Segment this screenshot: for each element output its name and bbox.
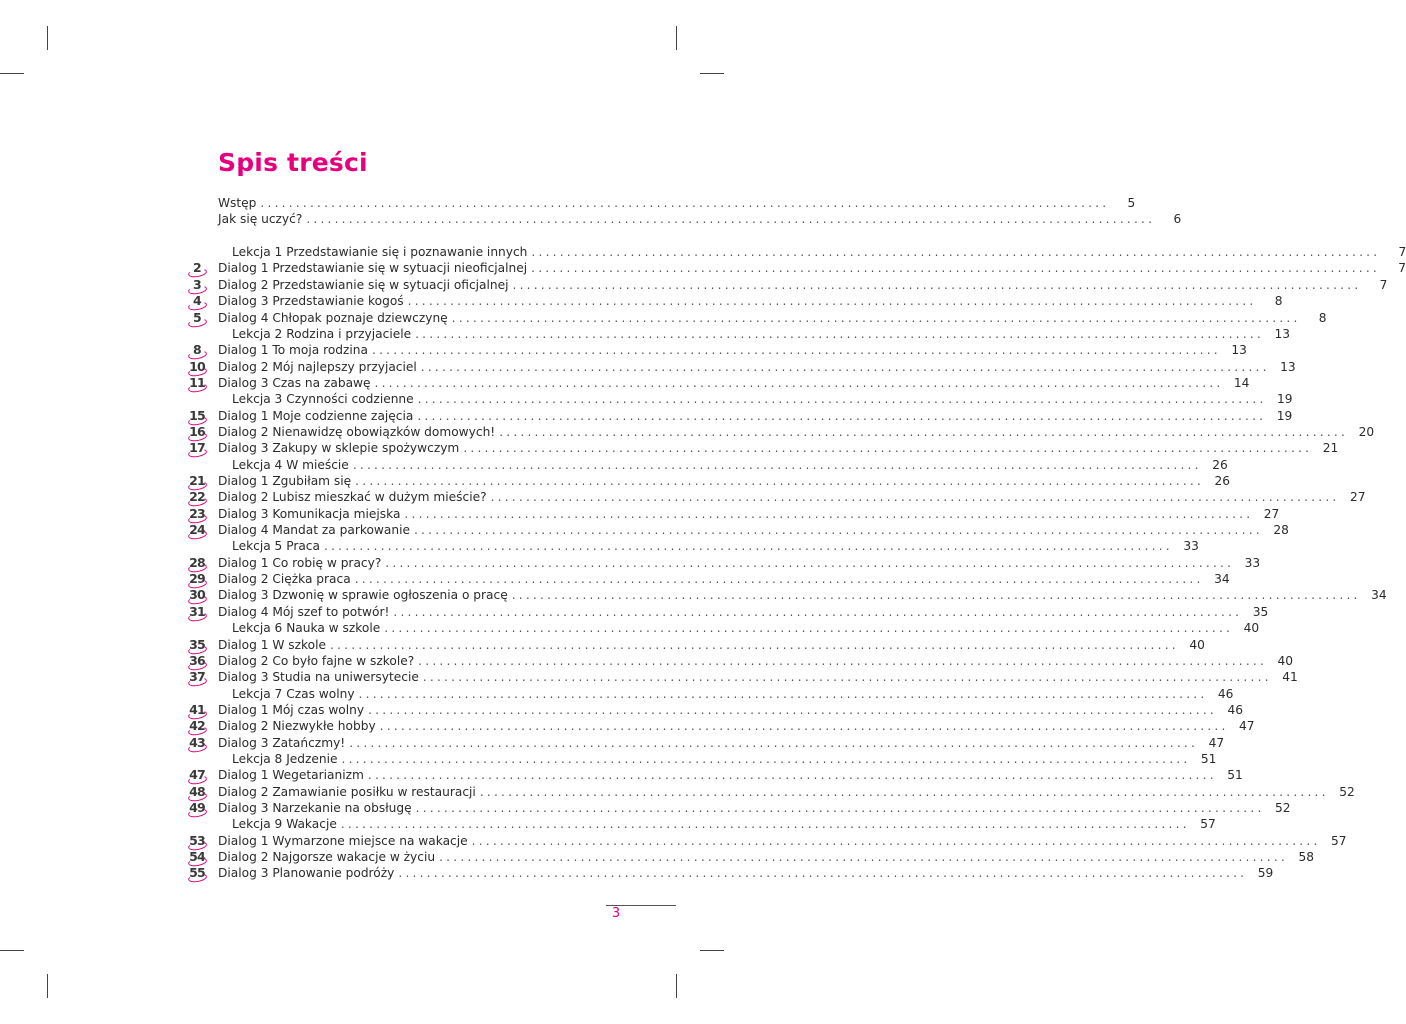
- toc-leader-dots: ........................................................................................................................: [340, 817, 1190, 832]
- toc-entry-page: 52: [1275, 801, 1291, 815]
- toc-entry-title: Dialog 2 Lubisz mieszkać w dużym mieście?: [218, 490, 487, 505]
- toc-leader-dots: ........................................................................................................................: [413, 523, 1263, 537]
- toc-entry-page: 13: [1280, 359, 1296, 374]
- audio-track-icon: 22: [189, 489, 205, 505]
- toc-leader-dots: ........................................................................................................................: [374, 375, 1224, 390]
- toc-entry-title: Dialog 4 Mandat za parkowanie: [218, 523, 410, 537]
- toc-entry-page: 13: [1231, 343, 1247, 358]
- toc-entry-title: Lekcja 2 Rodzina i przyjaciele: [232, 326, 412, 341]
- audio-track-icon: 53: [189, 832, 205, 848]
- toc-entry-page: 20: [1358, 424, 1375, 439]
- toc-entry: [218, 408, 1293, 424]
- toc-entry-page: 26: [1212, 457, 1228, 472]
- toc-entry-title: Dialog 3 Planowanie podróży: [218, 866, 395, 881]
- toc-leader-dots: ........................................................................................................................: [407, 294, 1257, 309]
- toc-leader-dots: ........................................................................................................................: [355, 474, 1205, 488]
- toc-entry: [218, 702, 1243, 718]
- toc-entry-page: 19: [1277, 392, 1293, 407]
- toc-leader-dots: ........................................................................................................................: [471, 833, 1321, 848]
- toc-leader-dots: ........................................................................................................................: [422, 670, 1272, 685]
- toc-entry: [218, 751, 1217, 767]
- toc-entry-title: Dialog 3 Zakupy w sklepie spożywczym: [218, 441, 460, 456]
- toc-entry: [218, 457, 1228, 473]
- audio-track-icon: 35: [189, 636, 205, 652]
- toc-entry-title: Wstęp: [218, 196, 257, 210]
- toc-entry: [218, 440, 1339, 456]
- audio-track-icon: 55: [189, 865, 205, 881]
- audio-track-icon: 42: [189, 718, 205, 734]
- toc-leader-dots: ........................................................................................................................: [417, 408, 1267, 423]
- toc-entry-page: 7: [1379, 277, 1388, 292]
- toc-leader-dots: ........................................................................................................................: [358, 686, 1208, 701]
- toc-entry-page: 33: [1183, 539, 1199, 554]
- toc-entry-title: Dialog 2 Najgorsze wakacje w życiu: [218, 850, 436, 864]
- toc-entry: [218, 473, 1231, 489]
- toc-entry-title: Jak się uczyć?: [218, 212, 303, 227]
- audio-track-icon: 16: [189, 423, 205, 439]
- toc-leader-dots: ........................................................................................................................: [260, 196, 1110, 210]
- toc-leader-dots: ........................................................................................................................: [463, 441, 1313, 456]
- audio-track-icon: 37: [189, 669, 205, 685]
- toc-entry-title: Dialog 1 Przedstawianie się w sytuacji nieoficjalnej: [218, 261, 528, 276]
- toc-entry: [218, 489, 1366, 505]
- toc-entry-page: 52: [1339, 784, 1355, 799]
- toc-leader-dots: ........................................................................................................................: [490, 490, 1340, 505]
- audio-track-icon: 29: [189, 571, 205, 586]
- toc-entry-title: Dialog 2 Mój najlepszy przyjaciel: [218, 359, 417, 374]
- toc-entry-title: Lekcja 7 Czas wolny: [232, 686, 355, 701]
- toc-entry: [218, 686, 1234, 702]
- audio-track-icon: 30: [189, 587, 205, 603]
- toc-entry: [218, 424, 1375, 440]
- toc-entry-page: 7: [1398, 245, 1406, 260]
- toc-entry-title: Lekcja 1 Przedstawianie się i poznawanie innych: [232, 245, 528, 260]
- toc-entry-title: Lekcja 9 Wakacje: [232, 817, 337, 832]
- toc-entry-page: 13: [1274, 326, 1290, 341]
- toc-entry-title: Dialog 1 Wegetarianizm: [218, 768, 364, 783]
- audio-track-icon: 24: [189, 522, 205, 537]
- audio-track-icon: 21: [189, 473, 205, 488]
- toc-leader-dots: ........................................................................................................................: [404, 506, 1254, 521]
- toc-entry-title: Dialog 2 Przedstawianie się w sytuacji oficjalnej: [218, 277, 509, 292]
- toc-entry: [218, 506, 1280, 522]
- toc-leader-dots: ........................................................................................................................: [393, 604, 1243, 619]
- toc-entry-page: 40: [1277, 653, 1294, 668]
- toc-leader-dots: ........................................................................................................................: [368, 702, 1217, 717]
- toc-entry-page: 59: [1257, 866, 1274, 881]
- toc-entry-page: 40: [1243, 621, 1260, 636]
- toc-entry-page: 5: [1127, 196, 1136, 210]
- toc-entry-title: Dialog 1 Moje codzienne zajęcia: [218, 408, 414, 423]
- toc-entry-title: Dialog 3 Czas na zabawę: [218, 375, 371, 390]
- audio-track-icon: 43: [189, 734, 205, 750]
- toc-entry-page: 57: [1331, 833, 1347, 848]
- toc-entry-page: 47: [1239, 719, 1255, 734]
- toc-entry-title: Dialog 4 Chłopak poznaje dziewczynę: [218, 310, 448, 325]
- audio-track-icon: 2: [188, 261, 206, 275]
- toc-leader-dots: ........................................................................................................................: [479, 784, 1329, 799]
- page-title: Spis treści: [218, 148, 368, 177]
- toc-entry-title: Dialog 2 Niezwykłe hobby: [218, 719, 376, 734]
- toc-entry-title: Dialog 3 Studia na uniwersytecie: [218, 670, 419, 685]
- toc-entry: [218, 538, 1199, 554]
- audio-track-icon: 47: [189, 767, 205, 783]
- toc-entry: [218, 767, 1243, 783]
- toc-leader-dots: ........................................................................................................................: [418, 653, 1268, 668]
- toc-entry-page: 27: [1263, 506, 1280, 521]
- audio-track-icon: 10: [189, 358, 205, 374]
- toc-entry-page: 40: [1189, 637, 1205, 652]
- toc-entry: [218, 555, 1261, 571]
- toc-leader-dots: ........................................................................................................................: [385, 555, 1235, 570]
- toc-entry-title: Dialog 3 Dzwonię w sprawie ogłoszenia o pracę: [218, 588, 508, 603]
- toc-entry: [218, 211, 1182, 227]
- audio-track-icon: 11: [189, 374, 205, 390]
- toc-leader-dots: ........................................................................................................................: [341, 751, 1191, 766]
- audio-track-icon: 23: [189, 505, 205, 521]
- audio-track-icon: 49: [189, 800, 205, 815]
- toc-entry-page: 8: [1274, 294, 1283, 309]
- toc-leader-dots: ........................................................................................................................: [367, 768, 1217, 783]
- toc-entry: [218, 653, 1294, 669]
- toc-entry: [218, 833, 1347, 849]
- toc-entry-page: 8: [1318, 310, 1327, 325]
- toc-entry-page: 33: [1244, 555, 1261, 570]
- audio-track-icon: 48: [189, 783, 205, 799]
- toc-entry: [218, 260, 1406, 276]
- toc-entry: [218, 669, 1298, 685]
- audio-track-icon: 8: [188, 343, 206, 357]
- audio-track-icon: 4: [188, 294, 206, 308]
- toc-leader-dots: ........................................................................................................................: [499, 424, 1349, 439]
- toc-entry: [218, 293, 1283, 309]
- toc-entry: [218, 620, 1260, 636]
- toc-entry-title: Dialog 2 Co było fajne w szkole?: [218, 653, 415, 668]
- toc-entry-title: Lekcja 6 Nauka w szkole: [232, 621, 381, 636]
- toc-entry: [218, 637, 1205, 653]
- toc-entry: [218, 735, 1225, 751]
- toc-entry-page: 28: [1273, 523, 1289, 537]
- toc-entry-page: 26: [1214, 474, 1231, 488]
- toc-leader-dots: ........................................................................................................................: [451, 310, 1301, 325]
- toc-leader-dots: ........................................................................................................................: [349, 735, 1199, 750]
- toc-entry-page: 7: [1398, 261, 1406, 276]
- audio-track-icon: 17: [189, 440, 205, 456]
- toc-entry: [218, 310, 1327, 326]
- toc-entry-title: Lekcja 8 Jedzenie: [232, 751, 338, 766]
- toc-leader-dots: ........................................................................................................................: [439, 850, 1288, 864]
- audio-track-icon: 28: [189, 554, 205, 570]
- toc-entry-title: Lekcja 5 Praca: [232, 539, 320, 554]
- audio-track-icon: 41: [189, 701, 205, 717]
- toc-entry-page: 14: [1233, 375, 1250, 390]
- toc-entry-title: Dialog 3 Narzekanie na obsługę: [218, 801, 412, 815]
- toc-entry: [218, 849, 1314, 865]
- toc-entry-title: Dialog 2 Zamawianie posiłku w restauracji: [218, 784, 476, 799]
- toc-entry-page: 58: [1298, 850, 1314, 864]
- toc-entry: [218, 587, 1387, 603]
- toc-entry-page: 41: [1282, 670, 1298, 685]
- toc-entry: [218, 359, 1296, 375]
- toc-entry-page: 47: [1208, 735, 1225, 750]
- toc-leader-dots: ........................................................................................................................: [354, 572, 1204, 586]
- toc-leader-dots: ........................................................................................................................: [384, 621, 1234, 636]
- audio-track-icon: 54: [189, 849, 205, 864]
- audio-track-icon: 36: [189, 652, 205, 668]
- toc-entry-title: Dialog 1 Wymarzone miejsce na wakacje: [218, 833, 468, 848]
- toc-entry: [218, 244, 1406, 260]
- toc-leader-dots: ........................................................................................................................: [512, 277, 1362, 292]
- toc-entry: [218, 195, 1136, 211]
- toc-entry: [218, 522, 1289, 538]
- audio-track-icon: 5: [188, 311, 206, 325]
- toc-entry: [218, 391, 1293, 407]
- toc-leader-dots: ........................................................................................................................: [306, 212, 1156, 227]
- toc-entry: [218, 865, 1274, 881]
- toc-entry-title: Dialog 1 Co robię w pracy?: [218, 555, 382, 570]
- toc-entry-page: 34: [1371, 588, 1387, 603]
- toc-entry-title: Dialog 3 Zatańczmy!: [218, 735, 346, 750]
- toc-leader-dots: ........................................................................................................................: [379, 719, 1229, 734]
- toc-entry-page: 46: [1227, 702, 1243, 717]
- toc-entry-page: 57: [1200, 817, 1216, 832]
- toc-leader-dots: ........................................................................................................................: [398, 866, 1248, 881]
- toc-entry-title: Dialog 2 Nienawidzę obowiązków domowych!: [218, 424, 496, 439]
- toc-leader-dots: ........................................................................................................................: [329, 637, 1179, 652]
- toc-leader-dots: ........................................................................................................................: [531, 261, 1381, 276]
- toc-leader-dots: ........................................................................................................................: [420, 359, 1270, 374]
- toc-leader-dots: ........................................................................................................................: [415, 801, 1265, 815]
- toc-entry: [218, 342, 1247, 358]
- toc-entry-page: 6: [1173, 212, 1182, 227]
- toc-entry: [218, 816, 1216, 832]
- toc-entry-title: Dialog 1 To moja rodzina: [218, 343, 368, 358]
- audio-track-icon: 3: [188, 278, 206, 292]
- toc-leader-dots: ........................................................................................................................: [372, 343, 1221, 358]
- toc-entry-title: Dialog 1 Zgubiłam się: [218, 474, 352, 488]
- toc-entry-page: 27: [1349, 490, 1366, 505]
- toc-entry-title: Dialog 3 Komunikacja miejska: [218, 506, 401, 521]
- toc-entry: [218, 571, 1230, 587]
- toc-entry: [218, 800, 1291, 816]
- toc-entry: [218, 784, 1355, 800]
- toc-entry: [218, 604, 1269, 620]
- toc-entry: [218, 718, 1255, 734]
- toc-entry-page: 19: [1276, 408, 1293, 423]
- toc-leader-dots: ........................................................................................................................: [352, 457, 1202, 472]
- toc-entry: [218, 277, 1388, 293]
- toc-leader-dots: ........................................................................................................................: [323, 539, 1173, 554]
- audio-track-icon: 15: [189, 407, 205, 423]
- page-number: 3: [611, 906, 621, 921]
- toc-entry-title: Lekcja 4 W mieście: [232, 457, 349, 472]
- toc-entry-page: 51: [1227, 768, 1243, 783]
- toc-entry-title: Dialog 1 Mój czas wolny: [218, 702, 365, 717]
- toc-leader-dots: ........................................................................................................................: [511, 588, 1361, 603]
- toc-entry-page: 34: [1214, 572, 1230, 586]
- toc-leader-dots: ........................................................................................................................: [415, 326, 1264, 341]
- toc-entry-title: Dialog 3 Przedstawianie kogoś: [218, 294, 404, 309]
- audio-track-icon: 31: [189, 603, 205, 619]
- toc-entry: [218, 326, 1290, 342]
- toc-entry-page: 46: [1217, 686, 1234, 701]
- toc-leader-dots: ........................................................................................................................: [531, 245, 1381, 260]
- toc-entry-page: 35: [1252, 604, 1269, 619]
- toc-entry-title: Dialog 2 Ciężka praca: [218, 572, 351, 586]
- toc-entry: [218, 375, 1250, 391]
- toc-entry-page: 21: [1322, 441, 1339, 456]
- toc-entry-title: Dialog 4 Mój szef to potwór!: [218, 604, 390, 619]
- toc-entry-title: Dialog 1 W szkole: [218, 637, 326, 652]
- toc-leader-dots: ........................................................................................................................: [417, 392, 1267, 407]
- toc-entry-page: 51: [1200, 751, 1217, 766]
- toc-entry-title: Lekcja 3 Czynności codzienne: [232, 392, 414, 407]
